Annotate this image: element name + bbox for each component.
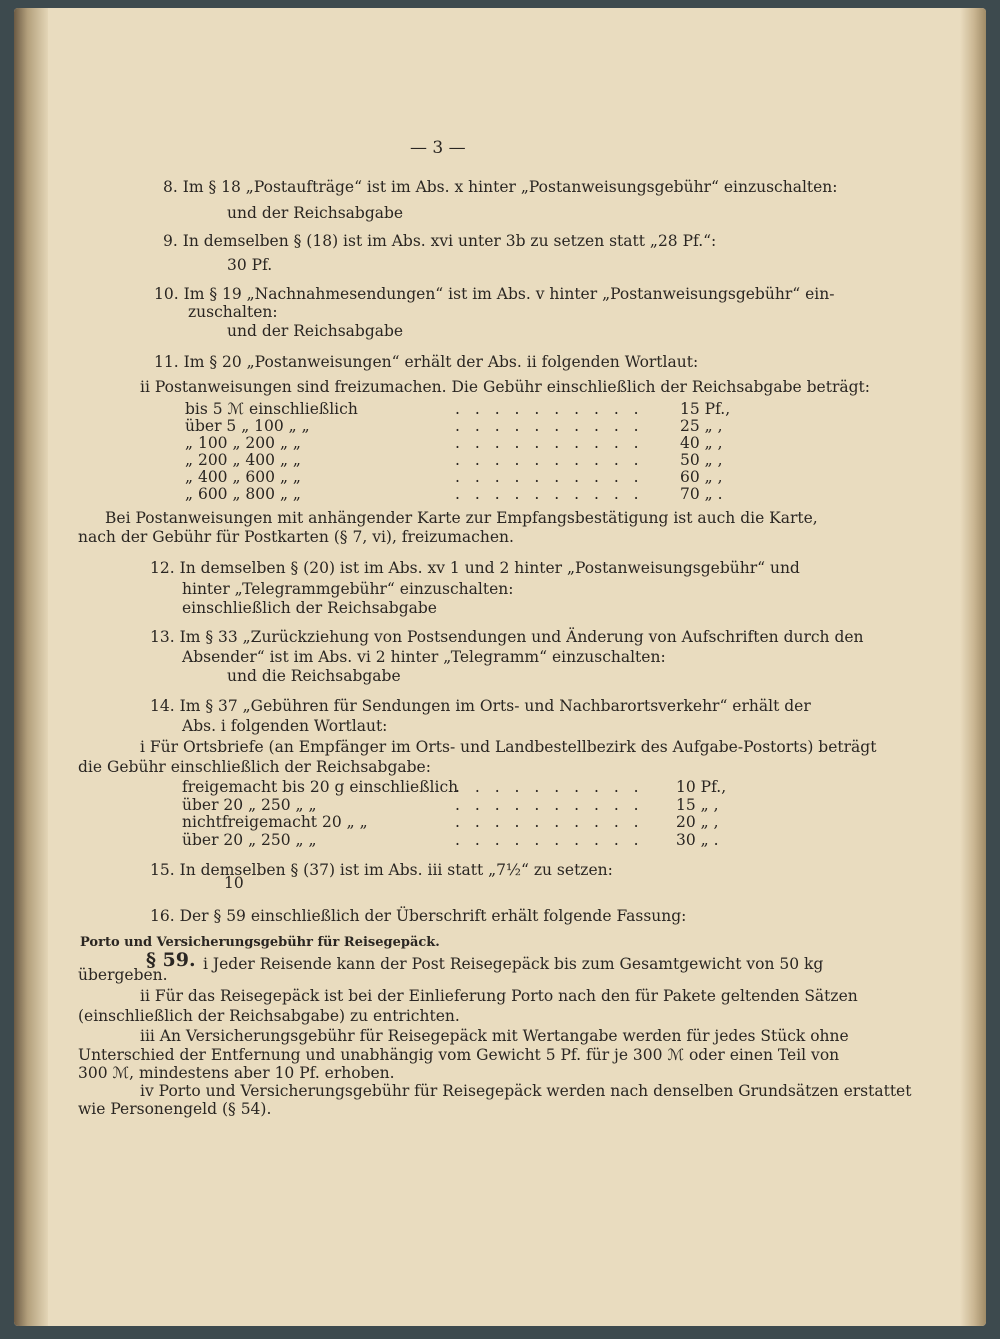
book-gutter [14, 8, 48, 1326]
page [14, 8, 986, 1326]
item-15-line-1: 15. In demselben § (37) ist im Abs. iii statt „7½“ zu setzen: [150, 861, 613, 879]
fee-row: „ 100 „ 200 „ „ [185, 434, 301, 452]
fee-value: 70 „ . [680, 485, 723, 503]
item-14-line-4: die Gebühr einschließlich der Reichsabgabe: [78, 758, 431, 776]
fee-row: „ 600 „ 800 „ „ [185, 485, 301, 503]
item-11-line-2: ii Postanweisungen sind freizumachen. Die Gebühr einschließlich der Reichsabgabe beträgt: [140, 378, 870, 396]
section-59-heading: Porto und Versicherungsgebühr für Reisegepäck. [80, 935, 440, 950]
item-10-line-1: 10. Im § 19 „Nachnahmesendungen“ ist im Abs. v hinter „Postanweisungsgebühr“ ein- [154, 285, 835, 303]
item-12-line-2: hinter „Telegrammgebühr“ einzuschalten: [182, 580, 514, 598]
fee-value: 40 „ , [680, 434, 723, 452]
item-13-line-3: und die Reichsabgabe [227, 667, 401, 685]
fee-row: „ 200 „ 400 „ „ [185, 451, 301, 469]
item-13-line-2: Absender“ ist im Abs. vi 2 hinter „Telegramm“ einzuschalten: [182, 648, 666, 666]
section-59-para-3-line-2: Unterschied der Entfernung und unabhängig vom Gewicht 5 Pf. für je 300 ℳ oder einen Teil von [78, 1046, 840, 1064]
item-12-line-1: 12. In demselben § (20) ist im Abs. xv 1 und 2 hinter „Postanweisungsgebühr“ und [150, 559, 800, 577]
fee-dots: . . . . . . . . . . [455, 831, 644, 849]
item-8-line-1: 8. Im § 18 „Postaufträge“ ist im Abs. x hinter „Postanweisungsgebühr“ einzuschalten: [163, 178, 838, 196]
item-11-line-1: 11. Im § 20 „Postanweisungen“ erhält der Abs. ii folgenden Wortlaut: [154, 353, 699, 371]
fee-row: freigemacht bis 20 g einschließlich [182, 778, 459, 796]
fee-dots: . . . . . . . . . . [455, 451, 644, 469]
fee-value: 25 „ , [680, 417, 723, 435]
item-14-line-2: Abs. i folgenden Wortlaut: [182, 717, 388, 735]
fee-value: 30 „ . [676, 831, 719, 849]
item-15-line-2: 10 [224, 874, 244, 892]
section-59-para-4-end: wie Personengeld (§ 54). [78, 1100, 272, 1118]
item-11-line-3: Bei Postanweisungen mit anhängender Karte zur Empfangsbestätigung ist auch die Karte, [105, 509, 818, 527]
section-59-para-2: ii Für das Reisegepäck ist bei der Einlieferung Porto nach den für Pakete geltenden Sätzen [140, 987, 858, 1005]
fee-value: 15 „ , [676, 796, 719, 814]
fee-value: 60 „ , [680, 468, 723, 486]
section-59-para-4: iv Porto und Versicherungsgebühr für Reisegepäck werden nach denselben Grundsätzen erstattet [140, 1082, 912, 1100]
section-59-para-1: i Jeder Reisende kann der Post Reisegepäck bis zum Gesamtgewicht von 50 kg [203, 955, 824, 973]
item-16-line-1: 16. Der § 59 einschließlich der Überschrift erhält folgende Fassung: [150, 907, 687, 925]
fee-row: nichtfreigemacht 20 „ „ [182, 813, 368, 831]
fee-row: bis 5 ℳ einschließlich [185, 400, 358, 418]
fee-value: 50 „ , [680, 451, 723, 469]
fee-dots: . . . . . . . . . . [455, 778, 644, 796]
fee-dots: . . . . . . . . . . [455, 400, 644, 418]
fee-value: 10 Pf., [676, 778, 727, 796]
page-number: — 3 — [410, 138, 466, 158]
fee-dots: . . . . . . . . . . [455, 468, 644, 486]
fee-dots: . . . . . . . . . . [455, 434, 644, 452]
item-11-line-4: nach der Gebühr für Postkarten (§ 7, vi), freizumachen. [78, 528, 514, 546]
item-10-line-3: und der Reichsabgabe [227, 322, 404, 340]
section-59-para-2-end: (einschließlich der Reichsabgabe) zu entrichten. [78, 1007, 460, 1025]
fee-row: über 20 „ 250 „ „ [182, 831, 317, 849]
section-59-para-1-end: übergeben. [78, 966, 168, 984]
section-59-number: § 59. [146, 949, 196, 971]
item-13-line-1: 13. Im § 33 „Zurückziehung von Postsendungen und Änderung von Aufschriften durch den [150, 628, 864, 646]
item-12-line-3: einschließlich der Reichsabgabe [182, 599, 437, 617]
fee-dots: . . . . . . . . . . [455, 796, 644, 814]
item-14-line-1: 14. Im § 37 „Gebühren für Sendungen im Orts- und Nachbarortsverkehr“ erhält der [150, 697, 811, 715]
fee-dots: . . . . . . . . . . [455, 813, 644, 831]
fee-dots: . . . . . . . . . . [455, 485, 644, 503]
page-edge [960, 8, 986, 1326]
section-59-para-3-line-3: 300 ℳ, mindestens aber 10 Pf. erhoben. [78, 1064, 395, 1082]
fee-dots: . . . . . . . . . . [455, 417, 644, 435]
item-8-line-2: und der Reichsabgabe [227, 204, 404, 222]
fee-row: über 20 „ 250 „ „ [182, 796, 317, 814]
item-9-line-1: 9. In demselben § (18) ist im Abs. xvi unter 3b zu setzen statt „28 Pf.“: [163, 232, 717, 250]
item-10-line-2: zuschalten: [188, 303, 278, 321]
section-59-para-3: iii An Versicherungsgebühr für Reisegepäck mit Wertangabe werden für jedes Stück ohne [140, 1027, 849, 1045]
fee-row: über 5 „ 100 „ „ [185, 417, 310, 435]
item-9-line-2: 30 Pf. [227, 256, 273, 274]
fee-value: 15 Pf., [680, 400, 731, 418]
fee-value: 20 „ , [676, 813, 719, 831]
item-14-line-3: i Für Ortsbriefe (an Empfänger im Orts- und Landbestellbezirk des Aufgabe-Postorts) beträgt [140, 738, 877, 756]
fee-row: „ 400 „ 600 „ „ [185, 468, 301, 486]
